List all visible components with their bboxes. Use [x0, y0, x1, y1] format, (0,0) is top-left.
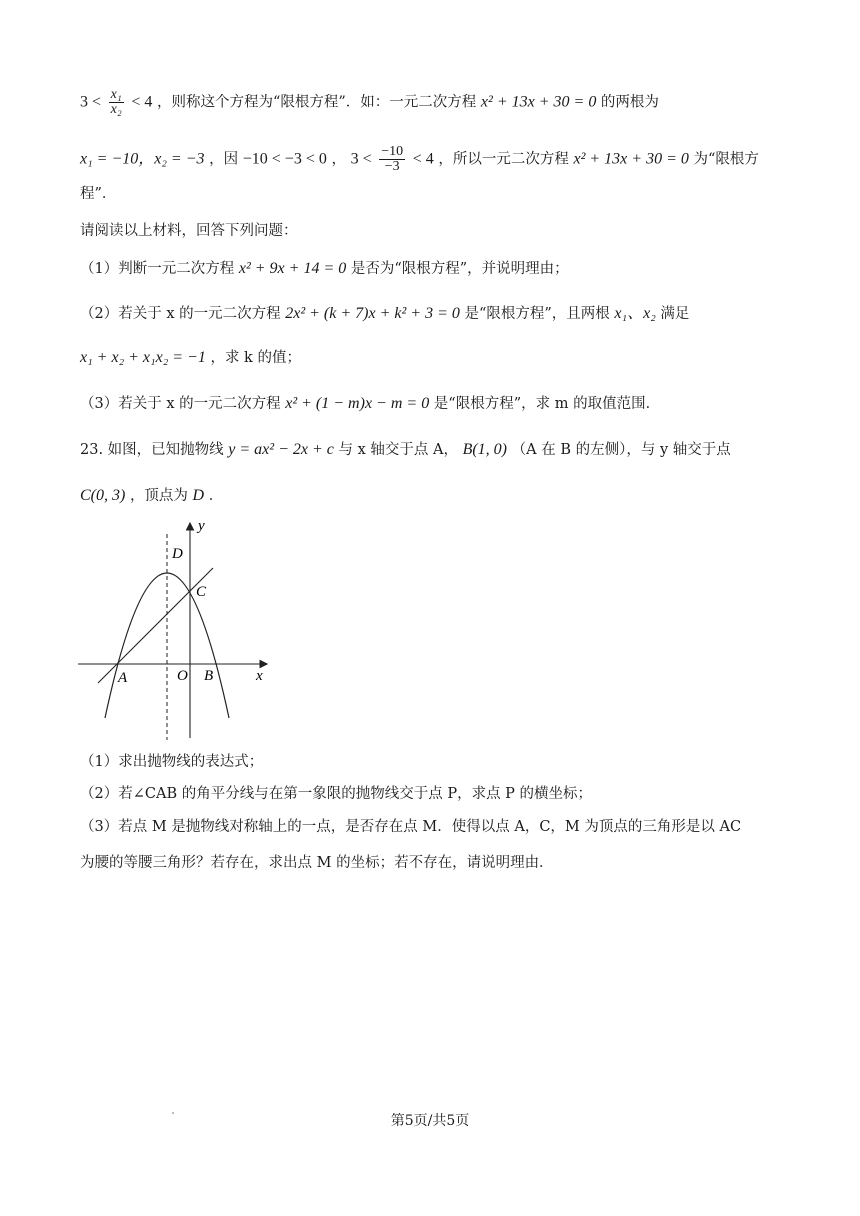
roots-order: −10 < −3 < 0 — [242, 150, 327, 168]
question-1 — [80, 259, 569, 279]
roots-intro-text: 的两根为 — [600, 94, 659, 111]
material-line-2 — [80, 145, 759, 174]
p23-prefix: 23. 如图，已知抛物线 — [80, 442, 224, 458]
q3-prefix: （3）若关于 x 的一元二次方程 — [80, 396, 281, 412]
question-2-condition — [80, 348, 301, 368]
q2-equation: 2x² + (k + 7)x + k² + 3 = 0 — [285, 305, 460, 322]
q3-equation: x² + (1 − m)x − m = 0 — [285, 395, 430, 412]
label-x: x — [256, 668, 263, 684]
q2-roots: x₁、x₂ — [614, 305, 656, 322]
definition-text: ，则称这个方程为“限根方程”．如：一元二次方程 — [156, 94, 477, 111]
p23-period: ． — [208, 488, 224, 504]
label-y: y — [198, 518, 205, 534]
page-footer: 第5页/共5页 — [390, 1113, 470, 1129]
sub-question-2: （2）若∠CAB 的角平分线与在第一象限的抛物线交于点 P，求点 P 的横坐标； — [80, 786, 593, 802]
inequality-left-2: 3 < — [350, 150, 372, 168]
comma-text: ， — [331, 151, 346, 168]
material-line-1 — [80, 88, 659, 117]
p23-point-b: B(1, 0) — [462, 441, 508, 458]
p23-point-d: D — [192, 487, 205, 504]
material-line-3: 程”． — [80, 186, 117, 202]
because-text: ，因 — [209, 151, 239, 168]
sub-question-3-cont: 为腰的等腰三角形？若存在，求出点 M 的坐标；若不存在，请说明理由． — [80, 855, 554, 871]
p23-intersect-y: （A 在 B 的左侧），与 y 轴交于点 — [511, 442, 731, 458]
q3-suffix: 是“限根方程”，求 m 的取值范围． — [433, 396, 661, 412]
p23-vertex-text: ，顶点为 — [129, 488, 188, 504]
example-equation: x² + 13x + 30 = 0 — [480, 93, 597, 111]
ratio-fraction — [109, 88, 124, 117]
p23-point-c: C(0, 3) — [80, 487, 126, 504]
problem-23-cont — [80, 486, 223, 506]
q2-prefix: （2）若关于 x 的一元二次方程 — [80, 306, 281, 322]
label-d: D — [172, 546, 183, 562]
fraction-denominator: x₂ — [110, 102, 122, 117]
fraction-denominator-2: −3 — [384, 159, 400, 174]
roots-values: x₁ = −10，x₂ = −3 — [80, 150, 205, 168]
fraction-numerator: x₁ — [110, 87, 122, 102]
example-equation-2: x² + 13x + 30 = 0 — [573, 150, 689, 168]
instruction-line: 请阅读以上材料，回答下列问题： — [80, 223, 298, 239]
conclusion-tail: 为“限根方 — [693, 151, 759, 168]
q1-suffix: 是否为“限根方程”，并说明理由； — [350, 261, 569, 277]
inequality-right: < 4 — [131, 93, 153, 111]
question-3 — [80, 394, 660, 414]
ratio-fraction-2 — [379, 145, 405, 174]
problem-23 — [80, 440, 731, 460]
q2-satisfy: 满足 — [660, 306, 690, 322]
sub-question-1: （1）求出抛物线的表达式； — [80, 754, 264, 770]
q2-middle: 是“限根方程”，且两根 — [464, 306, 610, 322]
label-o: O — [177, 668, 188, 684]
q2-condition: x₁ + x₂ + x₁x₂ = −1 — [80, 349, 206, 366]
conclusion-text: ，所以一元二次方程 — [438, 151, 569, 168]
fraction-numerator-2: −10 — [381, 144, 404, 159]
q1-equation: x² + 9x + 14 = 0 — [238, 260, 347, 277]
p23-intersect-x: 与 x 轴交于点 A， — [338, 442, 458, 458]
label-c: C — [196, 584, 207, 600]
inequality-left: 3 < — [80, 93, 102, 111]
label-a: A — [118, 670, 128, 686]
question-2 — [80, 304, 689, 324]
sub-question-3: （3）若点 M 是抛物线对称轴上的一点，是否存在点 M．使得以点 A，C，M 为顶点的三角形是以 AC — [80, 819, 742, 835]
label-b: B — [204, 668, 214, 684]
q1-prefix: （1）判断一元二次方程 — [80, 261, 235, 277]
q2-ask: ，求 k 的值； — [210, 350, 301, 366]
inequality-right-2: < 4 — [412, 150, 434, 168]
p23-parabola: y = ax² − 2x + c — [228, 441, 334, 458]
parabola-figure — [76, 518, 276, 743]
